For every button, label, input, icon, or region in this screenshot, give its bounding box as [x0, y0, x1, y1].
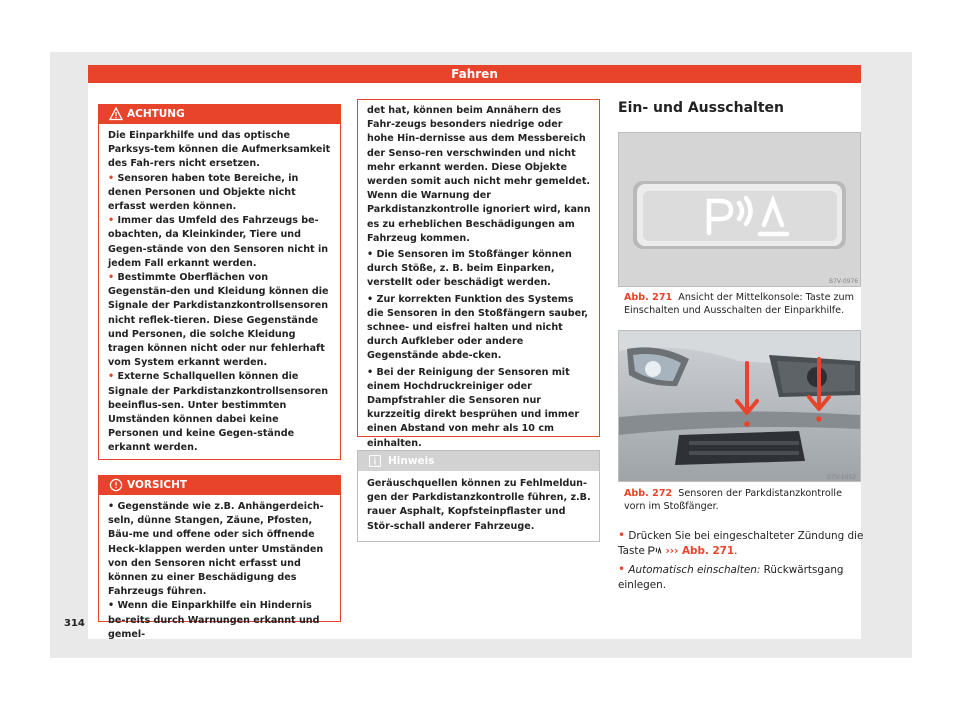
step-2: • Automatisch einschalten: Rückwärtsgang einlegen.: [618, 562, 844, 591]
caution-item: • Bei der Reinigung der Sensoren mit einem Hochdruckreiniger oder Dampfstrahler die Sensoren nur kurzzeitig direkt besprühen und immer einen Abstand von mehr als 10 cm einhalten.: [367, 366, 580, 449]
warning-intro: Die Einparkhilfe und das optische Parksys-tem können die Aufmerksamkeit des Fah-rers nicht ersetzen.: [108, 130, 331, 170]
park-assist-inline-icon: [648, 546, 662, 555]
info-icon: [369, 455, 381, 467]
warning-item: • Bestimmte Oberflächen von Gegenstän-den und Kleidung können die Signale der Parkdistanzkontrollsensoren nicht reflek-tieren. Diese Gegenstände und Personen, die solche Kleidung tragen können nicht oder nur fehlerhaft vom System erkannt werden.: [108, 272, 329, 369]
park-assist-button-image: [619, 133, 860, 286]
figure-271-reference[interactable]: ››› Abb. 271: [665, 545, 735, 557]
section-title: Ein- und Ausschalten: [618, 100, 784, 116]
hint-title: Hinweis: [388, 455, 435, 467]
caution-item: • Zur korrekten Funktion des Systems die Sensoren in den Stoßfängern sauber, schnee- und eisfrei halten und nicht durch Aufkleber oder andere Gegenstände abde-cken.: [367, 293, 589, 362]
warning-box: [98, 104, 341, 460]
figure-271: [618, 132, 861, 287]
warning-item: • Immer das Umfeld des Fahrzeugs be-obachten, da Kleinkinder, Tiere und Gegen-stände von den Sensoren nicht in jedem Fall erkannt werden.: [108, 215, 329, 269]
sensor-marker: [816, 416, 822, 422]
sensor-marker: [744, 421, 750, 427]
caution-title: VORSICHT: [127, 479, 188, 491]
caution-continued-text: det hat, können beim Annähern des Fahr-zeugs besonders niedrige oder hohe Hin-dernisse aus dem Messbereich der Senso-ren verschwinden und nicht mehr erkannt werden. Diese Objekte werden somit auch nicht mehr gemeldet. Wenn die Warnung der Parkdistanzkontrolle ignoriert wird, kann es zu erheblichen Beschädigungen am Fahrzeug kommen.: [367, 105, 591, 244]
warning-triangle-icon: [109, 107, 123, 121]
step-1: • Drücken Sie bei eingeschalteter Zündung die Taste ››› Abb. 271.: [618, 528, 864, 557]
warning-title-bar: [99, 105, 340, 124]
warning-title: ACHTUNG: [127, 108, 185, 120]
caution-title-bar: [99, 476, 340, 495]
caution-item: • Die Sensoren im Stoßfänger können durch Stöße, z. B. beim Einparken, verstellt oder beschädigt werden.: [367, 249, 572, 289]
page-header: Fahren: [88, 65, 861, 83]
hint-box: [357, 450, 600, 542]
front-bumper-sensors-image: [619, 331, 860, 481]
caution-box: [98, 475, 341, 640]
figure-272-caption: Abb. 272 Sensoren der Parkdistanzkontrolle vorn im Stoßfänger.: [624, 488, 842, 512]
page-number: 314: [64, 618, 85, 629]
figure-271-label: Abb. 271: [624, 292, 673, 303]
warning-item: • Sensoren haben tote Bereiche, in denen Personen und Objekte nicht erfasst werden können.: [108, 172, 299, 213]
figure-272-code: B7V-1052: [827, 474, 857, 481]
figure-272-label: Abb. 272: [624, 488, 673, 499]
figure-271-code: B7V-0976: [829, 278, 859, 285]
figure-271-caption: Abb. 271 Ansicht der Mittelkonsole: Taste zum Einschalten und Ausschalten der Einparkhilfe.: [624, 292, 854, 316]
caution-circle-icon: [109, 478, 123, 492]
warning-item: • Externe Schallquellen können die Signale der Parkdistanzkontrollsensoren beeinflus-sen. Unter bestimmten Umständen können dabei keine Personen und keine Gegen-stände erkannt werden.: [108, 371, 329, 454]
caution-item: • Wenn die Einparkhilfe ein Hindernis be-reits durch Warnungen erkannt und gemel-: [108, 600, 320, 640]
caution-item: • Gegenstände wie z.B. Anhängerdeich-seln, dünne Stangen, Zäune, Pfosten, Bäu-me und offene oder sich öffnende Heck-klappen werden unter Umständen von den Sensoren nicht erfasst und können zu einer Beschädigung des Fahrzeugs führen.: [108, 501, 324, 598]
hint-title-bar: [358, 451, 599, 471]
caution-box-continued: [357, 99, 600, 449]
figure-272: [618, 330, 861, 482]
hint-text: Geräuschquellen können zu Fehlmeldun-gen der Parkdistanzkontrolle führen, z.B. rauer Asphalt, Kopfsteinpflaster und Stör-schall anderer Fahrzeuge.: [367, 478, 591, 532]
